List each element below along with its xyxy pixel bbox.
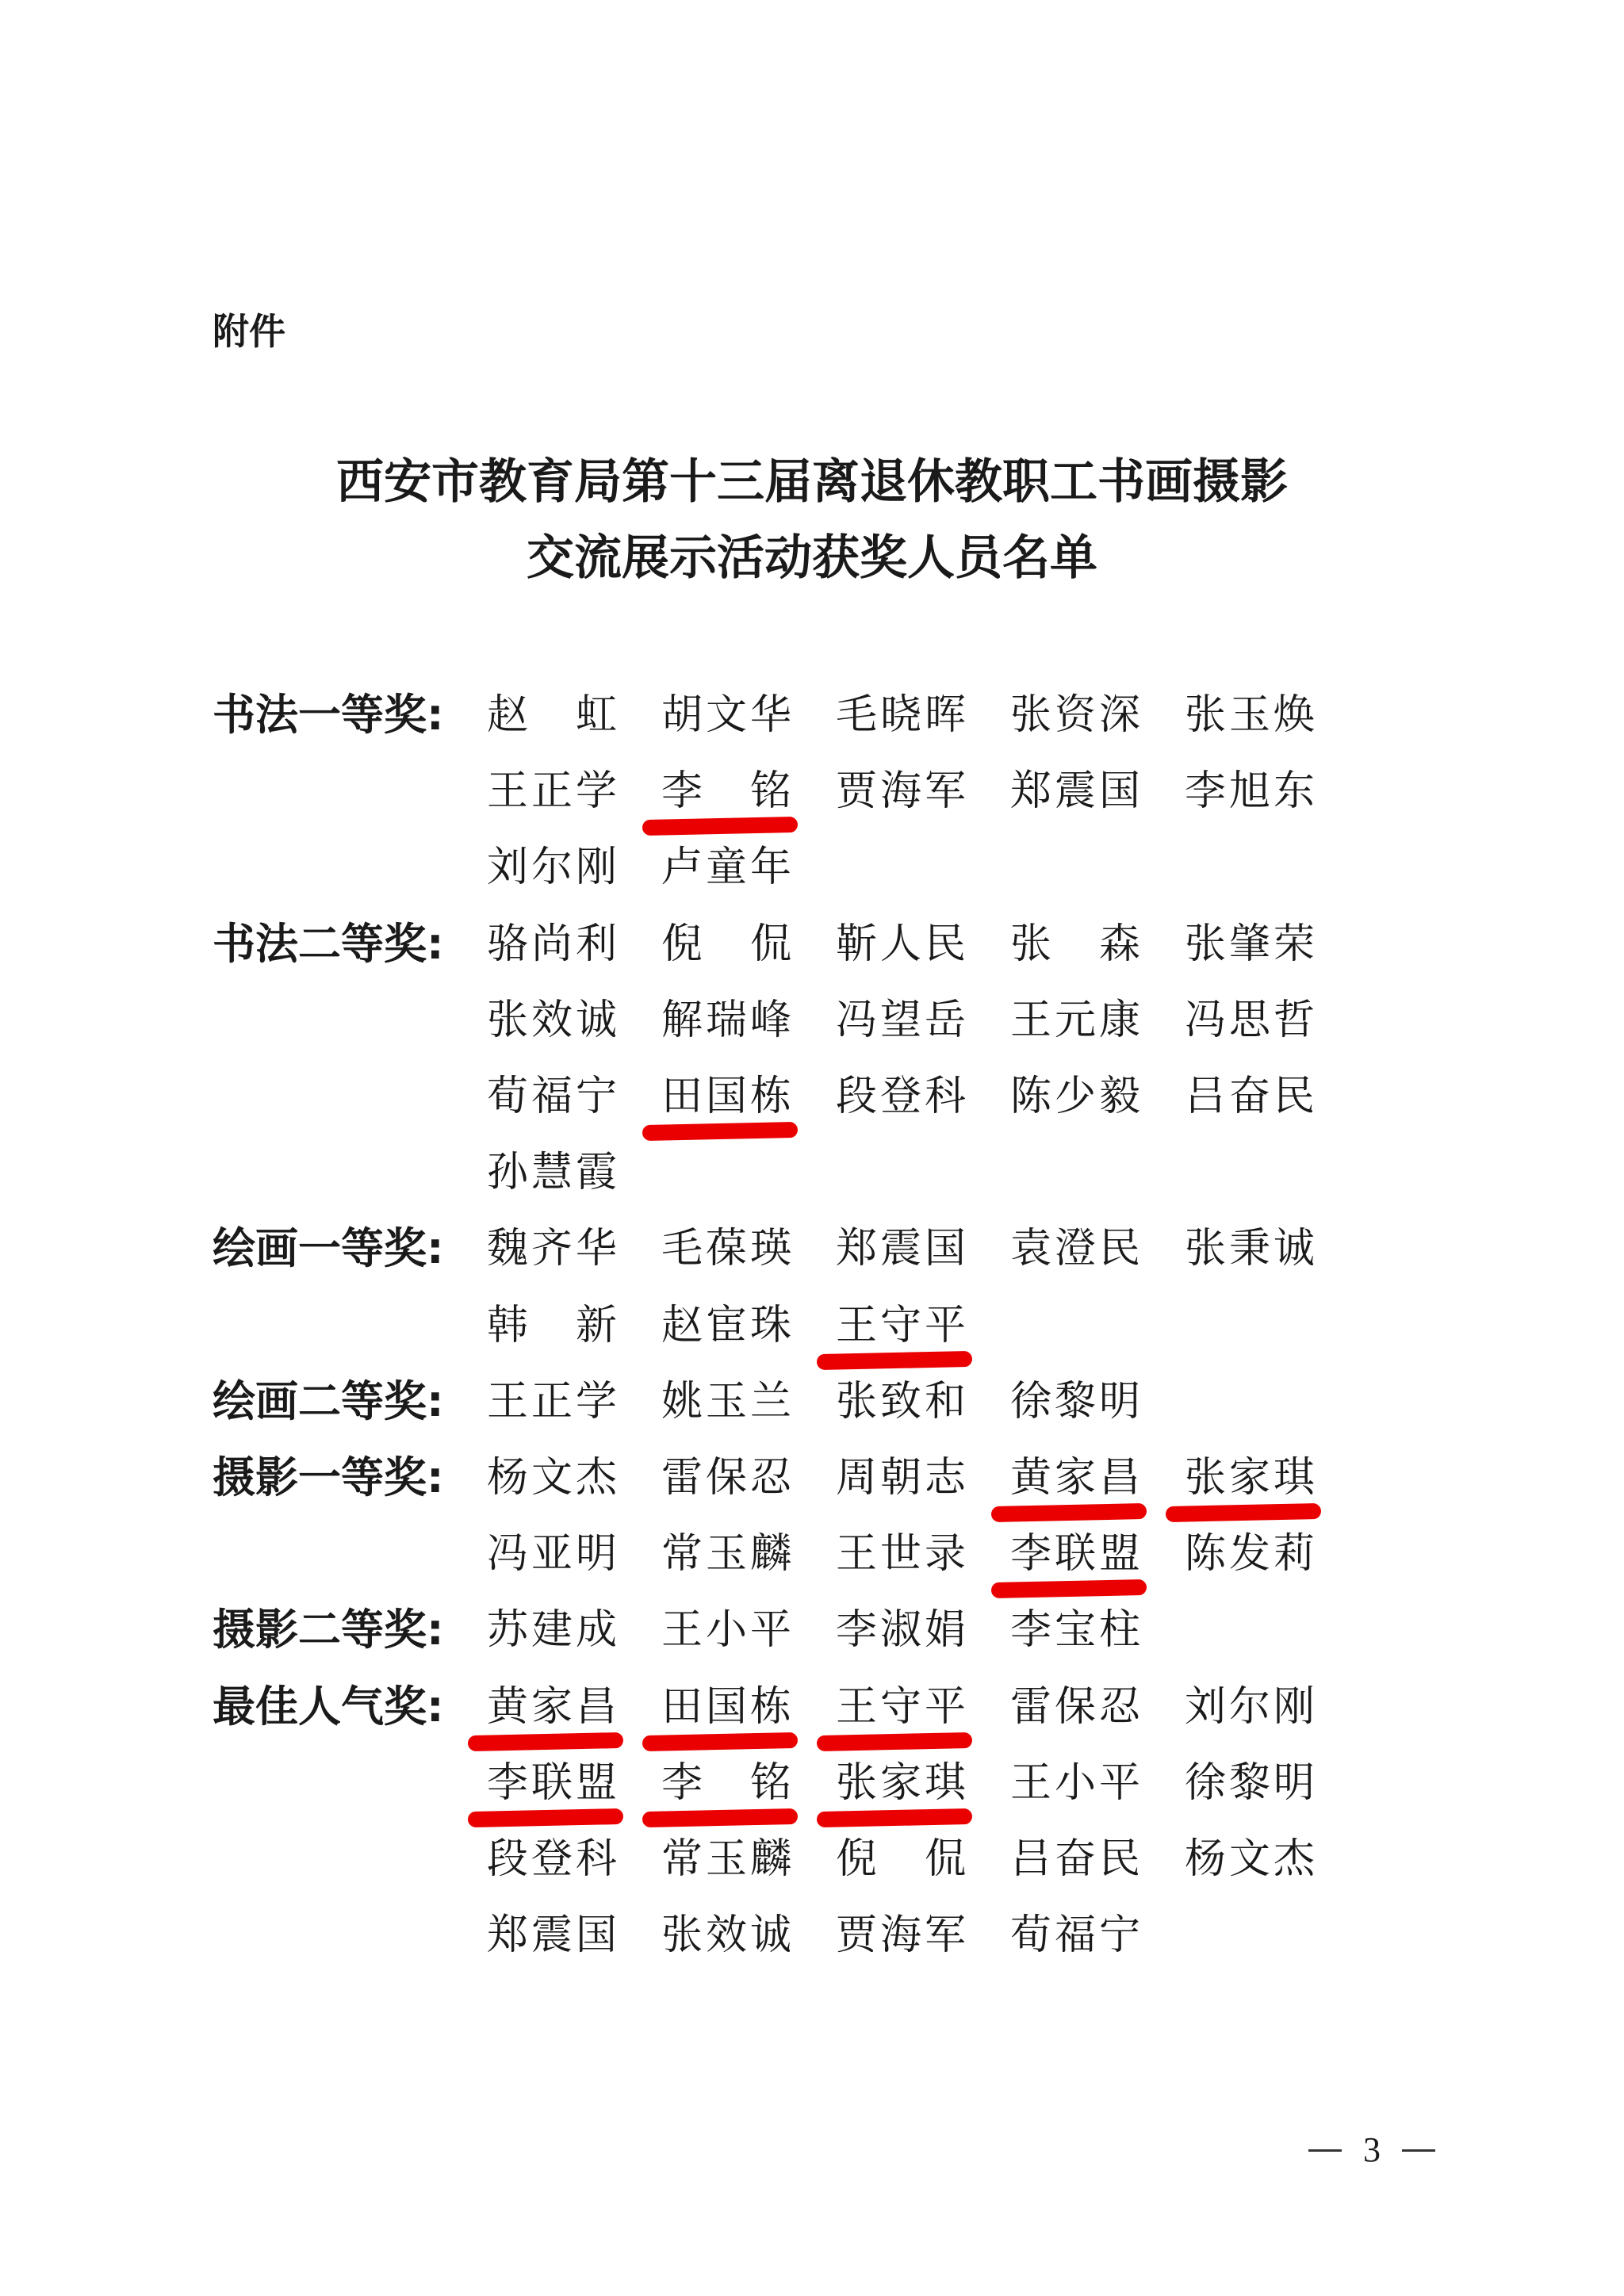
footer-dash-left bbox=[1308, 2149, 1342, 2152]
awardee-name: 李淑娟 bbox=[835, 1606, 969, 1655]
awardee-name: 徐黎明 bbox=[1184, 1758, 1318, 1807]
awardee-name: 李联盟 bbox=[486, 1758, 620, 1807]
awardee-name: 常玉麟 bbox=[661, 1835, 795, 1883]
awardee-name: 吕奋民 bbox=[1184, 1073, 1318, 1120]
awardee-name: 周朝志 bbox=[835, 1454, 969, 1502]
awardee-name: 毛晓晖 bbox=[835, 691, 969, 739]
award-category-label: 书法一等奖: bbox=[213, 690, 444, 740]
awardee-name: 王元康 bbox=[1009, 996, 1143, 1044]
awardee-name: 韩 新 bbox=[486, 1301, 620, 1349]
red-highlight-underline bbox=[1166, 1503, 1321, 1522]
awardee-name: 段登科 bbox=[835, 1073, 969, 1120]
awardee-name: 郑震国 bbox=[486, 1911, 620, 1960]
awardee-name: 田国栋 bbox=[661, 1682, 795, 1731]
red-highlight-underline bbox=[991, 1579, 1147, 1598]
page-footer bbox=[1308, 2125, 1435, 2175]
awardee-name: 王小平 bbox=[661, 1606, 795, 1655]
awardee-name: 袁澄民 bbox=[1009, 1225, 1143, 1273]
awardee-name: 张效诚 bbox=[661, 1911, 795, 1960]
awardee-name: 王小平 bbox=[1009, 1758, 1143, 1807]
awardee-name: 李宝柱 bbox=[1009, 1606, 1143, 1655]
awardee-name: 杨文杰 bbox=[1184, 1835, 1318, 1883]
awardee-name: 靳人民 bbox=[835, 920, 969, 968]
awardee-name: 赵 虹 bbox=[486, 691, 620, 739]
award-category-label: 绘画二等奖: bbox=[213, 1376, 444, 1426]
awardee-name: 荀福宁 bbox=[1009, 1911, 1143, 1960]
awardee-name: 段登科 bbox=[486, 1835, 620, 1883]
awardee-name: 冯思哲 bbox=[1184, 996, 1318, 1044]
award-category-label: 绘画一等奖: bbox=[213, 1223, 444, 1274]
awardee-name: 刘尔刚 bbox=[1184, 1682, 1318, 1731]
awardee-name: 刘尔刚 bbox=[486, 844, 620, 892]
awardee-name: 郑震国 bbox=[1009, 767, 1143, 816]
awardee-name: 雷保忍 bbox=[1009, 1682, 1143, 1731]
awardee-name: 张玉焕 bbox=[1184, 691, 1318, 739]
awardee-name: 张家琪 bbox=[1184, 1454, 1318, 1502]
award-category-label: 最佳人气奖: bbox=[213, 1681, 444, 1732]
red-highlight-underline bbox=[817, 1732, 972, 1751]
awardee-name: 卢童年 bbox=[661, 844, 795, 892]
red-highlight-underline bbox=[642, 1732, 798, 1751]
awardee-name: 苏建成 bbox=[486, 1606, 620, 1655]
red-highlight-underline bbox=[817, 1808, 972, 1827]
awardee-name: 冯望岳 bbox=[835, 996, 969, 1044]
awardee-name: 毛葆瑛 bbox=[661, 1225, 795, 1273]
awardee-name: 倪 侃 bbox=[835, 1835, 969, 1883]
awardee-name: 姚玉兰 bbox=[661, 1377, 795, 1425]
awardee-name: 张 森 bbox=[1009, 920, 1143, 968]
awardee-name: 胡文华 bbox=[661, 691, 795, 739]
award-category-label: 摄影一等奖: bbox=[213, 1452, 444, 1502]
awardee-name: 李 铭 bbox=[661, 767, 795, 816]
red-highlight-underline bbox=[642, 1122, 798, 1141]
awardee-name: 王守平 bbox=[835, 1682, 969, 1731]
awardee-name: 李 铭 bbox=[661, 1758, 795, 1807]
awardee-name: 张肇荣 bbox=[1184, 920, 1318, 968]
footer-dash-right bbox=[1402, 2149, 1435, 2152]
awardee-name: 张效诚 bbox=[486, 996, 620, 1044]
awardee-name: 冯亚明 bbox=[486, 1530, 620, 1578]
awardee-name: 王正学 bbox=[486, 1377, 620, 1425]
document-title-line-2: 交流展示活动获奖人员名单 bbox=[527, 530, 1097, 586]
awardee-name: 陈发莉 bbox=[1184, 1530, 1318, 1578]
awardee-name: 骆尚利 bbox=[486, 920, 620, 968]
awardee-name: 田国栋 bbox=[661, 1073, 795, 1120]
awardee-name: 王守平 bbox=[835, 1301, 969, 1349]
awardee-name: 倪 侃 bbox=[661, 920, 795, 968]
awardee-name: 常玉麟 bbox=[661, 1530, 795, 1578]
awardee-name: 李联盟 bbox=[1009, 1530, 1143, 1578]
awardee-name: 吕奋民 bbox=[1009, 1835, 1143, 1883]
awardee-name: 解瑞峰 bbox=[661, 996, 795, 1044]
awardee-name: 贾海军 bbox=[835, 1911, 969, 1960]
red-highlight-underline bbox=[817, 1351, 972, 1370]
awardee-name: 黄家昌 bbox=[486, 1682, 620, 1731]
awardee-name: 张家琪 bbox=[835, 1758, 969, 1807]
awardee-name: 杨文杰 bbox=[486, 1454, 620, 1502]
page-number: 3 bbox=[1363, 2130, 1381, 2169]
awardee-name: 魏齐华 bbox=[486, 1225, 620, 1273]
red-highlight-underline bbox=[642, 817, 798, 836]
awardee-name: 赵宦珠 bbox=[661, 1301, 795, 1349]
awardee-name: 贾海军 bbox=[835, 767, 969, 816]
awardee-name: 李旭东 bbox=[1184, 767, 1318, 816]
document-title-line-1: 西安市教育局第十三届离退休教职工书画摄影 bbox=[336, 454, 1288, 510]
attachment-label: 附件 bbox=[213, 310, 285, 353]
awardee-name: 黄家昌 bbox=[1009, 1454, 1143, 1502]
awardee-name: 陈少毅 bbox=[1009, 1073, 1143, 1120]
awardee-name: 荀福宁 bbox=[486, 1073, 620, 1120]
red-highlight-underline bbox=[991, 1503, 1147, 1522]
awardee-name: 王正学 bbox=[486, 767, 620, 816]
red-highlight-underline bbox=[468, 1808, 623, 1827]
awardee-name: 郑震国 bbox=[835, 1225, 969, 1273]
red-highlight-underline bbox=[642, 1808, 798, 1827]
awardee-name: 王世录 bbox=[835, 1530, 969, 1578]
awardee-name: 孙慧霞 bbox=[486, 1149, 620, 1197]
awardee-name: 雷保忍 bbox=[661, 1454, 795, 1502]
red-highlight-underline bbox=[468, 1732, 623, 1751]
awardee-name: 张秉诚 bbox=[1184, 1225, 1318, 1273]
awardee-name: 徐黎明 bbox=[1009, 1377, 1143, 1425]
awardee-name: 张致和 bbox=[835, 1377, 969, 1425]
awardee-name: 张资深 bbox=[1009, 691, 1143, 739]
award-category-label: 摄影二等奖: bbox=[213, 1605, 444, 1655]
award-category-label: 书法二等奖: bbox=[213, 918, 444, 969]
